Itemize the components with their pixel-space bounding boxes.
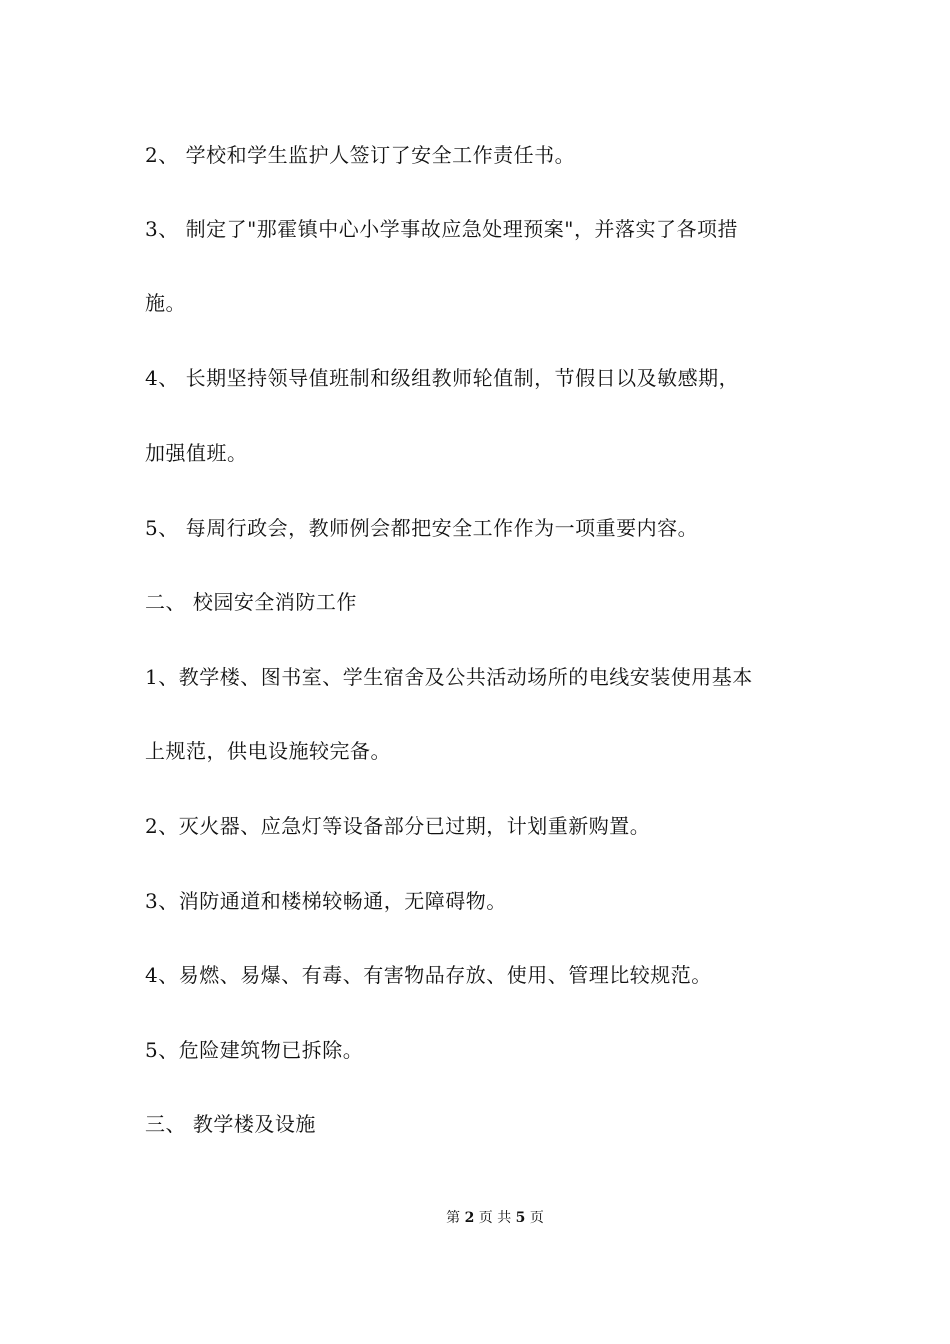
paragraph-line: 5、 每周行政会，教师例会都把安全工作作为一项重要内容。 (145, 516, 699, 540)
section-heading: 二、 校园安全消防工作 (145, 590, 357, 614)
footer-prefix: 第 (446, 1210, 461, 1226)
paragraph-line: 上规范，供电设施较完备。 (145, 739, 391, 763)
paragraph-line: 施。 (145, 291, 186, 315)
footer-suffix: 页 (529, 1210, 544, 1226)
section-heading: 三、 教学楼及设施 (145, 1112, 316, 1136)
paragraph-line: 1、教学楼、图书室、学生宿舍及公共活动场所的电线安装使用基本 (145, 665, 753, 689)
paragraph-line: 3、消防通道和楼梯较畅通，无障碍物。 (145, 889, 507, 913)
current-page-number: 2 (464, 1210, 475, 1226)
paragraph-line: 2、灭火器、应急灯等设备部分已过期，计划重新购置。 (145, 814, 651, 838)
total-page-count: 5 (515, 1210, 526, 1226)
paragraph-line: 4、易燃、易爆、有毒、有害物品存放、使用、管理比较规范。 (145, 963, 712, 987)
footer-middle: 页 共 (478, 1210, 512, 1226)
paragraph-line: 加强值班。 (145, 441, 248, 465)
paragraph-line: 4、 长期坚持领导值班制和级组教师轮值制，节假日以及敏感期， (145, 366, 740, 390)
paragraph-line: 3、 制定了"那霍镇中心小学事故应急处理预案"，并落实了各项措 (145, 217, 738, 241)
paragraph-line: 5、危险建筑物已拆除。 (145, 1038, 364, 1062)
page-footer (0, 1208, 950, 1228)
paragraph-line: 2、 学校和学生监护人签订了安全工作责任书。 (145, 143, 576, 167)
